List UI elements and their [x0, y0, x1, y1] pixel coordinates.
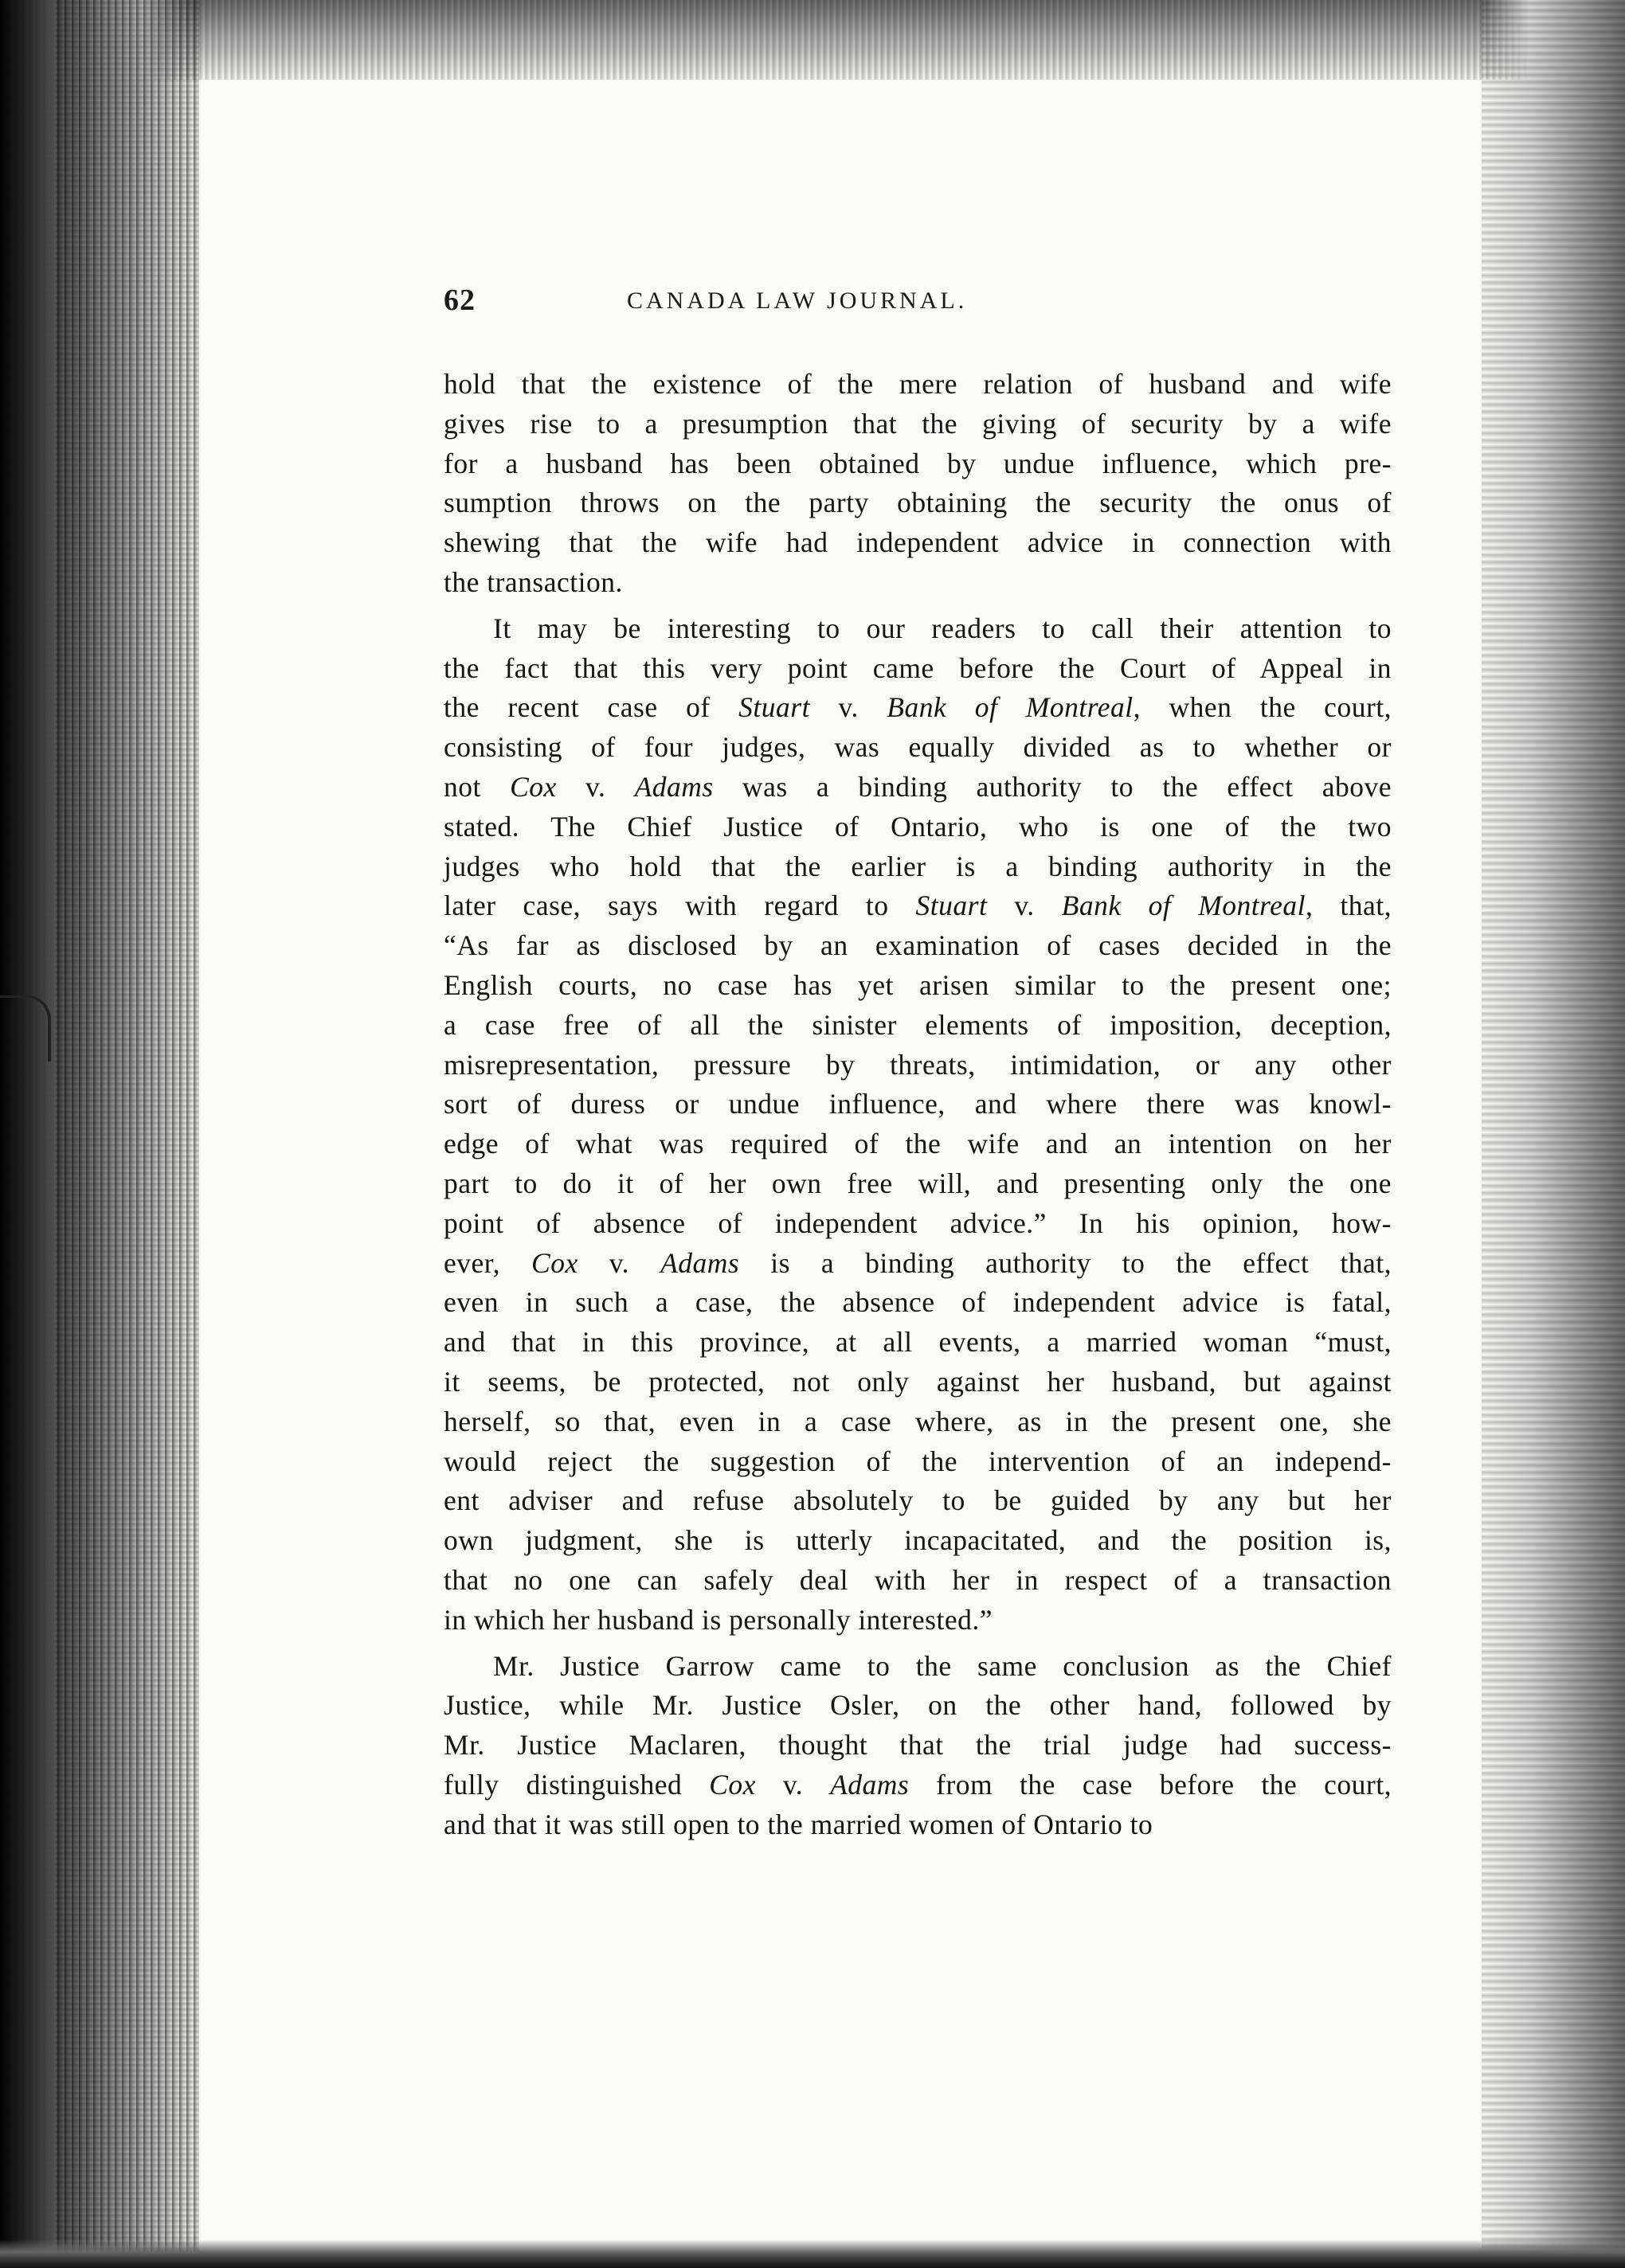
paragraph: [444, 609, 1392, 1640]
text-line: Mr. Justice Maclaren, thought that the trial judge had success-: [444, 1729, 1392, 1762]
text-line: would reject the suggestion of the intervention of an independ-: [444, 1445, 1392, 1477]
text-line: the fact that this very point came before the Court of Appeal in: [444, 651, 1392, 684]
text-line: misrepresentation, pressure by threats, intimidation, or any other: [444, 1048, 1392, 1081]
paragraph-gap: [444, 603, 1392, 609]
text-line: herself, so that, even in a case where, as in the present one, she: [444, 1405, 1392, 1437]
scan-edge-left-strip: [0, 0, 56, 2268]
page-fold-mark: [0, 995, 51, 1062]
text-line: English courts, no case has yet arisen similar to the present one;: [444, 968, 1392, 1001]
text-line: part to do it of her own free will, and presenting only the one: [444, 1167, 1392, 1199]
paragraph: [444, 365, 1392, 603]
text-line: later case, says with regard to Stuart v. Bank of Montreal, that,: [444, 890, 1392, 922]
text-line: Justice, while Mr. Justice Osler, on the other hand, followed by: [444, 1689, 1392, 1722]
text-line: for a husband has been obtained by undue influence, which pre-: [444, 447, 1392, 479]
text-line: hold that the existence of the mere relation of husband and wife: [444, 368, 1392, 400]
text-line: gives rise to a presumption that the giving of security by a wife: [444, 407, 1392, 440]
text-line: in which her husband is personally interested.”: [444, 1603, 993, 1636]
text-line: ent adviser and refuse absolutely to be guided by any but her: [444, 1484, 1392, 1517]
text-line: “As far as disclosed by an examination of cases decided in the: [444, 929, 1392, 962]
page-header: [444, 283, 1392, 323]
text-line: fully distinguished Cox v. Adams from the case before the court,: [444, 1768, 1392, 1801]
text-line: ever, Cox v. Adams is a binding authority to the effect that,: [444, 1246, 1392, 1279]
text-line: It may be interesting to our readers to call their attention to: [493, 612, 1392, 644]
text-line: point of absence of independent advice.” In his opinion, how-: [444, 1206, 1392, 1239]
paragraph: [444, 1647, 1392, 1845]
text-line: sort of duress or undue influence, and where there was knowl-: [444, 1088, 1392, 1120]
scan-edge-right: [1482, 0, 1625, 2268]
text-line: even in such a case, the absence of independent advice is fatal,: [444, 1286, 1392, 1319]
text-line: and that it was still open to the married women of Ontario to: [444, 1808, 1153, 1840]
text-line: a case free of all the sinister elements of imposition, deception,: [444, 1008, 1392, 1041]
text-line: consisting of four judges, was equally divided as to whether or: [444, 731, 1392, 764]
body-text: [444, 365, 1392, 1844]
text-line: edge of what was required of the wife and an intention on her: [444, 1128, 1392, 1160]
text-line: Mr. Justice Garrow came to the same conclusion as the Chief: [493, 1649, 1392, 1682]
text-line: own judgment, she is utterly incapacitated, and the position is,: [444, 1524, 1392, 1557]
text-line: it seems, be protected, not only against her husband, but against: [444, 1365, 1392, 1398]
text-line: sumption throws on the party obtaining the security the onus of: [444, 487, 1392, 519]
running-head: CANADA LAW JOURNAL.: [627, 287, 968, 314]
scan-edge-top: [0, 0, 1625, 80]
text-line: judges who hold that the earlier is a binding authority in the: [444, 850, 1392, 882]
text-line: stated. The Chief Justice of Ontario, who is one of the two: [444, 810, 1392, 843]
paragraph-gap: [444, 1640, 1392, 1647]
text-line: the recent case of Stuart v. Bank of Montreal, when the court,: [444, 691, 1392, 724]
text-line: that no one can safely deal with her in respect of a transaction: [444, 1563, 1392, 1596]
text-line: shewing that the wife had independent advice in connection with: [444, 526, 1392, 559]
text-line: and that in this province, at all events, a married woman “must,: [444, 1326, 1392, 1359]
text-line: not Cox v. Adams was a binding authority to the effect above: [444, 770, 1392, 803]
page-number: 62: [444, 284, 476, 317]
scan-edge-bottom: [0, 2239, 1625, 2268]
text-line: the transaction.: [444, 565, 623, 598]
